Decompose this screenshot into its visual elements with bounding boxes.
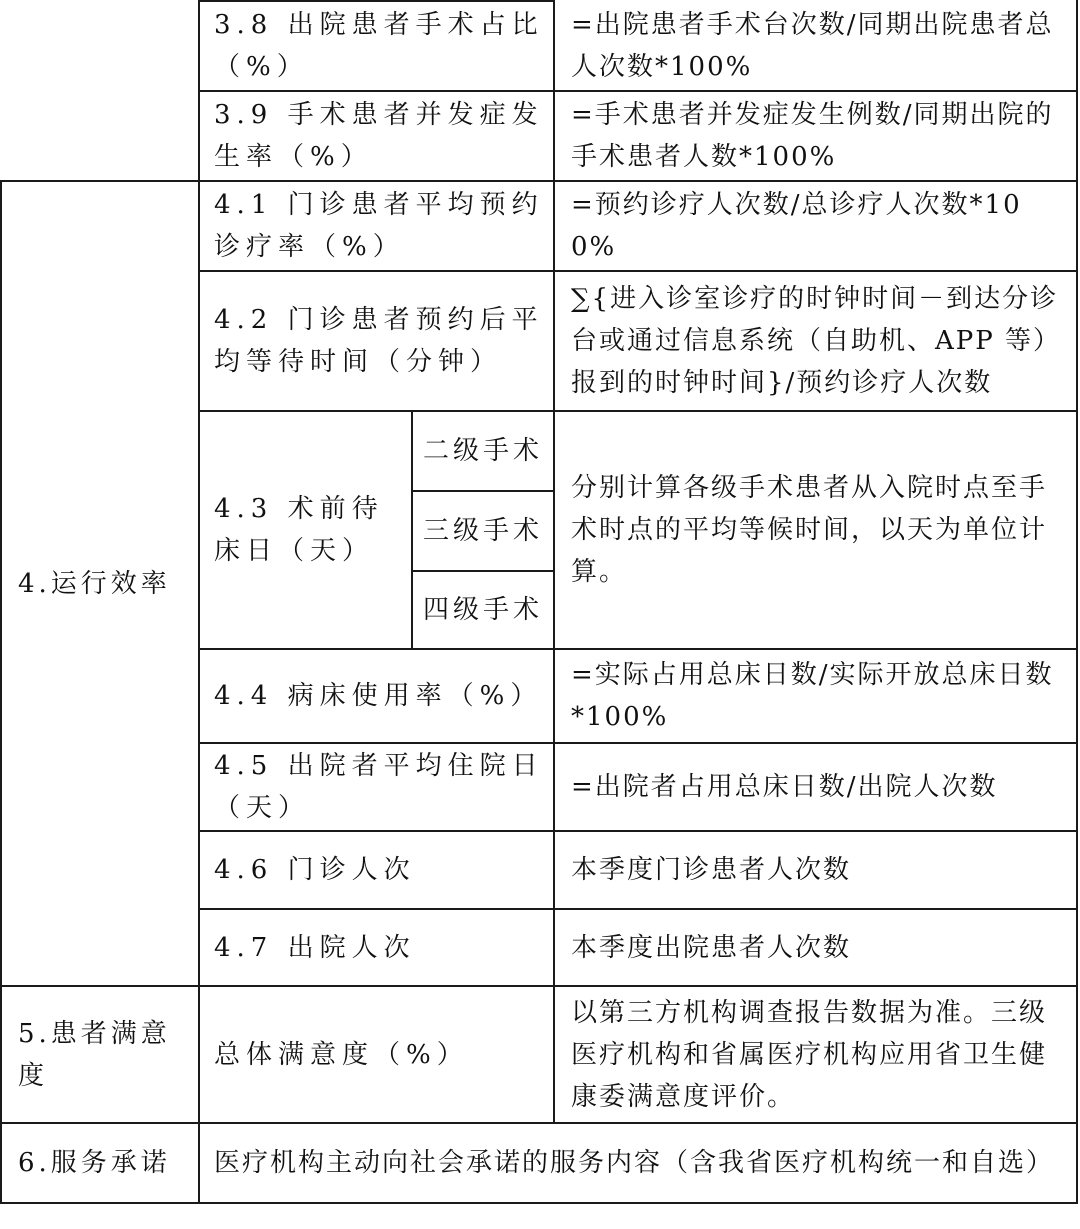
formula-4-3: 分别计算各级手术患者从入院时点至手术时点的平均等候时间，以天为单位计算。 <box>571 473 1048 587</box>
surgery-level-2: 二级手术 <box>422 436 543 466</box>
indicator-3-8: 3.8 出院患者手术占比（%） <box>214 10 544 82</box>
formula-4-4: =实际占用总床日数/实际开放总床日数*100% <box>571 660 1054 732</box>
indicator-4-7: 4.7 出院人次 <box>214 932 416 963</box>
indicator-3-9: 3.9 手术患者并发症发生率（%） <box>214 100 544 172</box>
indicator-4-4: 4.4 病床使用率（%） <box>214 681 543 711</box>
surgery-level-3: 三级手术 <box>422 516 543 546</box>
category-6: 6.服务承诺 <box>18 1148 171 1178</box>
indicator-4-6: 4.6 门诊人次 <box>214 855 416 885</box>
indicator-4-2: 4.2 门诊患者预约后平均等待时间（分钟） <box>214 305 544 377</box>
indicator-4-3: 4.3 术前待床日（天） <box>214 494 384 566</box>
surgery-level-4: 四级手术 <box>422 595 543 625</box>
formula-4-2: ∑{进入诊室诊疗的时钟时间－到达分诊台或通过信息系统（自助机、APP 等）报到的时钟时间}/预约诊疗人次数 <box>571 284 1062 398</box>
formula-4-1: =预约诊疗人次数/总诊疗人次数*100% <box>571 190 1022 262</box>
indicator-4-1: 4.1 门诊患者平均预约诊疗率（%） <box>214 190 544 262</box>
formula-4-6: 本季度门诊患者人次数 <box>571 855 852 885</box>
service-commitment: 医疗机构主动向社会承诺的服务内容（含我省医疗机构统一和自选） <box>214 1148 1055 1178</box>
formula-3-8: =出院患者手术台次数/同期出院患者总人次数*100% <box>571 10 1054 82</box>
category-5: 5.患者满意度 <box>18 1018 171 1091</box>
category-4: 4.运行效率 <box>18 568 171 599</box>
formula-5: 以第三方机构调查报告数据为准。三级医疗机构和省属医疗机构应用省卫生健康委满意度评价。 <box>571 997 1048 1112</box>
formula-4-5: =出院者占用总床日数/出院人次数 <box>571 772 998 802</box>
indicator-5: 总体满意度（%） <box>214 1039 469 1070</box>
indicator-4-5: 4.5 出院者平均住院日（天） <box>214 751 544 823</box>
formula-4-7: 本季度出院患者人次数 <box>571 932 852 963</box>
formula-3-9: =手术患者并发症发生例数/同期出院的手术患者人数*100% <box>571 100 1054 172</box>
